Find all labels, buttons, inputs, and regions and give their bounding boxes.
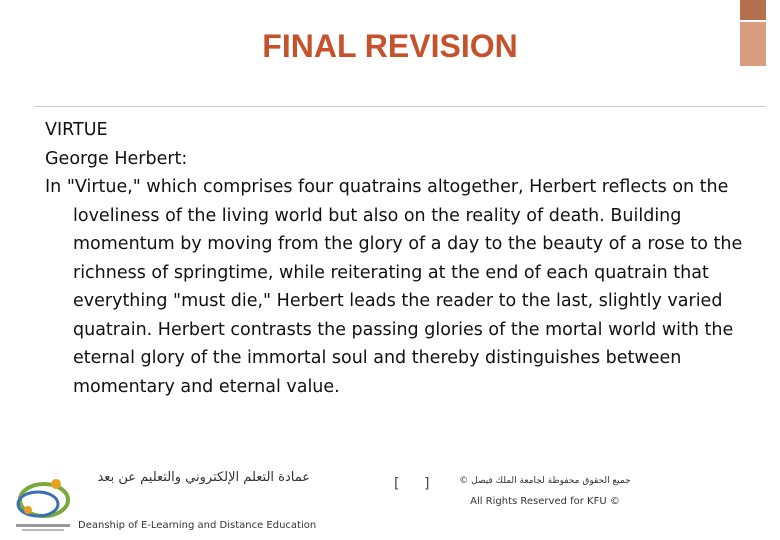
deanship-english: Deanship of E-Learning and Distance Education [78,520,317,531]
rights-english: All Rights Reserved for KFU © [470,496,620,507]
rights-arabic: جميع الحقوق محفوظة لجامعة الملك فيصل © [459,476,631,486]
bracket-right: ] [424,476,430,492]
deanship-arabic: عمادة التعلم الإلكتروني والتعليم عن بعد [97,470,310,485]
body-paragraph: In "Virtue," which comprises four quatrains altogether, Herbert reflects on the loveliness of the living world but also on the reality of death. Building momentum by moving from the glory of a day to the beauty of a rose to the richness of springtime, while reiterating at the end of each quatrain that everything "must die," Herbert leads the reader to the last, slightly varied quatrain. Herbert contrasts the passing glories of the mortal world with the eternal glory of the immortal soul and thereby distinguishes between momentary and eternal value. [45,177,743,397]
slide-content [45,116,745,401]
title-divider [35,106,765,107]
accent-bar-top [740,0,766,20]
author: George Herbert: [45,148,188,169]
bracket-left: [ [394,476,400,492]
e-learning-logo-icon [8,470,78,536]
heading: VIRTUE [45,120,108,140]
slide-title: FINAL REVISION [262,28,518,64]
